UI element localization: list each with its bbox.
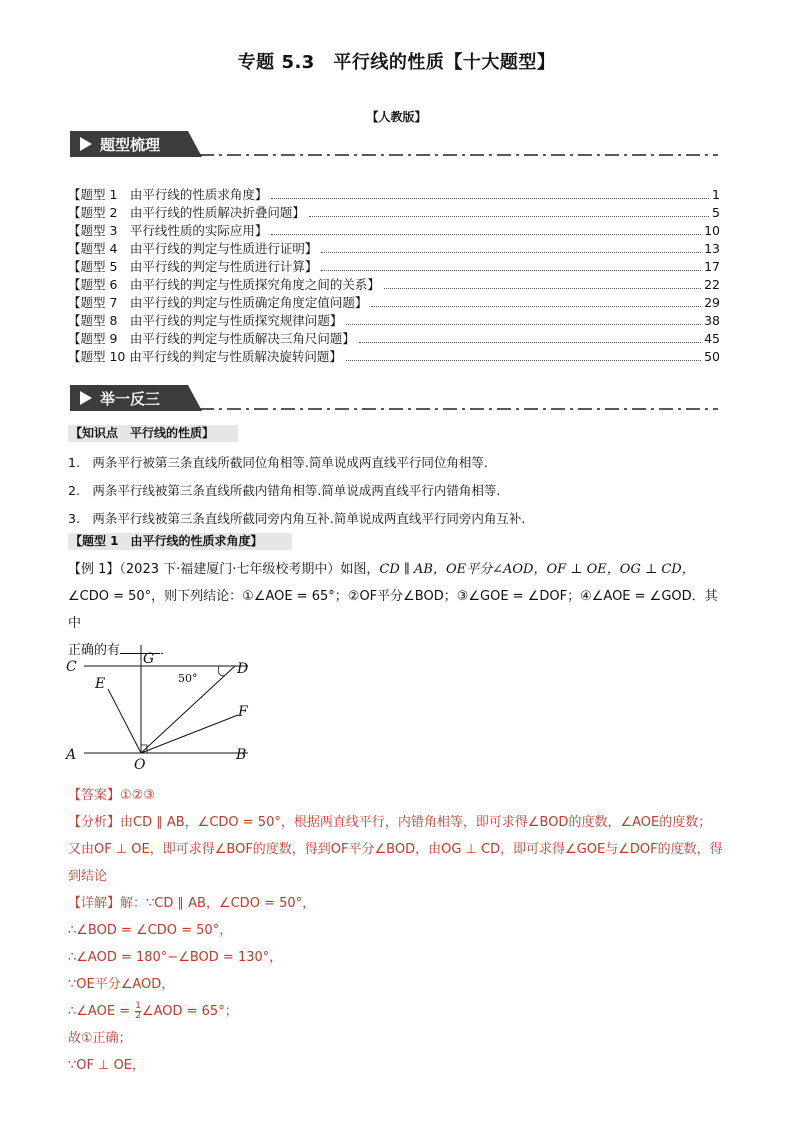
toc-item-label: 【题型 1 由平行线的性质求角度】 (68, 187, 268, 202)
toc-item[interactable] (68, 348, 720, 366)
toc-item[interactable] (68, 186, 720, 204)
analysis-text: 又由OF ⊥ OE，即可求得∠BOF的度数，得到OF平分∠BOD，由OG ⊥ CD，即可求得∠GOE与∠DOF的度数，得 (68, 842, 723, 857)
toc-leader (371, 306, 701, 307)
knowledge-heading: 【知识点 平行线的性质】 (68, 425, 238, 442)
label-d: D (237, 661, 249, 677)
toc-item-page: 38 (704, 313, 720, 328)
toc-item-page: 45 (704, 331, 720, 346)
toc-item-label: 【题型 8 由平行线的判定与性质探究规律问题】 (68, 313, 343, 328)
toc-item[interactable] (68, 330, 720, 348)
toc-item-label: 【题型 3 平行线性质的实际应用】 (68, 223, 268, 238)
toc-item-page: 50 (704, 349, 720, 364)
detail-block (68, 890, 728, 1079)
toc-leader (321, 270, 701, 271)
toc-item-page: 22 (704, 277, 720, 292)
topic-heading: 【题型 1 由平行线的性质求角度】 (68, 533, 292, 550)
label-e: E (95, 676, 106, 692)
analysis-label: 【分析】 (68, 815, 121, 830)
knowledge-point: 1. 两条平行被第三条直线所截同位角相等.简单说成两直线平行同位角相等. (68, 455, 488, 470)
toc-item[interactable] (68, 312, 720, 330)
example-source: （2023 下·福建厦门·七年级校考期中）如图， (119, 562, 380, 577)
answer-line (68, 782, 728, 809)
toc-leader (384, 288, 701, 289)
toc-item[interactable] (68, 204, 720, 222)
toc-item-label: 【题型 4 由平行线的判定与性质进行证明】 (68, 241, 318, 256)
toc-leader (346, 324, 701, 325)
toc-item[interactable] (68, 240, 720, 258)
angle-arc (218, 666, 225, 676)
label-b: B (236, 747, 247, 763)
knowledge-point: 2. 两条平行线被第三条直线所截内错角相等.简单说成两直线平行内错角相等. (68, 483, 501, 498)
toc-leader (346, 360, 701, 361)
toc-item-page: 13 (704, 241, 720, 256)
toc-item-label: 【题型 7 由平行线的判定与性质确定角度定值问题】 (68, 295, 368, 310)
analysis-text: 到结论 (68, 869, 108, 884)
toc-item-page: 17 (704, 259, 720, 274)
toc-item[interactable] (68, 276, 720, 294)
toc-item-label: 【题型 5 由平行线的判定与性质进行计算】 (68, 259, 318, 274)
angle-label: 50° (178, 672, 198, 685)
fraction-denominator: 2 (135, 1011, 141, 1021)
dash-divider (200, 408, 718, 410)
knowledge-point: 3. 两条平行线被第三条直线所截同旁内角互补.简单说成两直线平行同旁内角互补. (68, 511, 526, 526)
toc-item-label: 【题型 10 由平行线的判定与性质解决旋转问题】 (68, 349, 342, 364)
analysis-text: 由CD ∥ AB，∠CDO = 50°，根据两直线平行，内错角相等，即可求得∠BOD的度数，∠AOE的度数； (120, 815, 712, 830)
label-c: C (66, 659, 77, 675)
detail-text: ∴∠AOD = 180°−∠BOD = 130°， (68, 950, 283, 965)
banner-label: 题型梳理 (100, 136, 161, 154)
toc-item-label: 【题型 6 由平行线的判定与性质探究角度之间的关系】 (68, 277, 380, 292)
detail-text: 故①正确； (68, 1031, 132, 1046)
example-condition: CD ∥ AB，OE平分∠AOD，OF ⊥ OE，OG ⊥ CD， (379, 562, 695, 577)
toc-item[interactable] (68, 258, 720, 276)
detail-text (68, 998, 728, 1025)
toc-item-page: 5 (712, 205, 720, 220)
toc-leader (321, 252, 701, 253)
toc-item-label: 【题型 2 由平行线的性质解决折叠问题】 (68, 205, 305, 220)
toc-leader (271, 198, 709, 199)
toc-leader (359, 342, 701, 343)
section-banner-outline (70, 131, 200, 155)
label-f: F (238, 704, 248, 720)
analysis-block (68, 809, 728, 890)
banner-label: 举一反三 (100, 390, 161, 408)
label-o: O (134, 757, 146, 773)
fraction-numerator: 1 (135, 1001, 141, 1011)
example-condition: 正确的有 (68, 643, 121, 658)
toc-item-page: 10 (704, 223, 720, 238)
detail-text: ∴∠BOD = ∠CDO = 50°， (68, 923, 233, 938)
example-label: 【例 1】 (68, 562, 120, 577)
label-a: A (66, 747, 77, 763)
label-g: G (143, 651, 155, 667)
dash-divider (200, 154, 718, 156)
toc-leader (309, 216, 709, 217)
edition-label: 【人教版】 (366, 110, 427, 124)
answer-value: ①②③ (120, 788, 155, 803)
answer-label: 【答案】 (68, 788, 121, 803)
detail-text: ∵OF ⊥ OE， (68, 1058, 146, 1073)
period: ． (160, 643, 174, 658)
fraction (135, 1002, 141, 1021)
detail-text: ∵OE平分∠AOD， (68, 977, 175, 992)
table-of-contents (68, 186, 720, 366)
example-condition: ∠CDO = 50°，则下列结论：①∠AOE = 65°；②OF平分∠BOD；③∠GOE = ∠DOF；④∠AOE = ∠GOD．其中 (68, 589, 718, 631)
page-title: 专题 5.3 平行线的性质【十大题型】 (237, 52, 556, 73)
geometry-figure (60, 645, 260, 775)
toc-item-page: 29 (704, 295, 720, 310)
toc-item-page: 1 (712, 187, 720, 202)
ray-oe (108, 689, 141, 753)
ray-of (141, 715, 238, 753)
detail-text: 解：∵CD ∥ AB，∠CDO = 50°， (120, 896, 316, 911)
toc-item[interactable] (68, 222, 720, 240)
toc-leader (271, 234, 701, 235)
detail-label: 【详解】 (68, 896, 121, 911)
section-banner-practice (70, 385, 200, 409)
toc-item[interactable] (68, 294, 720, 312)
detail-fragment: ∴∠AOE = (68, 1004, 135, 1019)
toc-item-label: 【题型 9 由平行线的判定与性质解决三角尺问题】 (68, 331, 355, 346)
detail-fragment: ∠AOD = 65°； (141, 1004, 238, 1019)
